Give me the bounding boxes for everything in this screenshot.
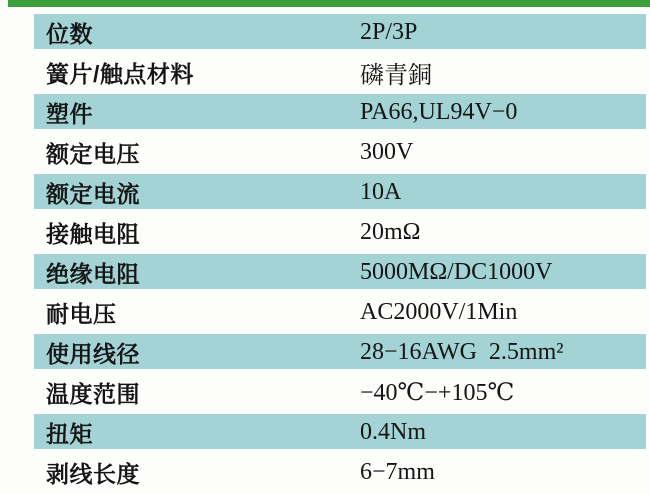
spec-row <box>34 412 646 452</box>
spec-label: 扭矩 <box>46 420 93 447</box>
spec-value: 300V <box>360 138 414 165</box>
spec-value: 20mΩ <box>360 218 421 245</box>
spec-row <box>34 172 646 212</box>
spec-label: 接触电阻 <box>46 220 140 247</box>
spec-label: 簧片/触点材料 <box>46 60 194 87</box>
spec-row <box>34 252 646 292</box>
spec-row <box>34 452 646 492</box>
spec-value: 6−7mm <box>360 458 435 485</box>
spec-value: 磷青銅 <box>360 62 432 89</box>
top-accent-bar <box>8 0 650 8</box>
spec-label: 使用线径 <box>46 340 140 367</box>
spec-label: 剥线长度 <box>46 460 140 487</box>
spec-value: 5000MΩ/DC1000V <box>360 258 553 285</box>
spec-label: 额定电流 <box>46 180 140 207</box>
spec-label: 绝缘电阻 <box>46 260 140 287</box>
spec-value: PA66,UL94V−0 <box>360 98 518 125</box>
spec-row <box>34 12 646 52</box>
spec-value: 28−16AWG 2.5mm² <box>360 338 564 365</box>
spec-value: AC2000V/1Min <box>360 298 518 325</box>
spec-row <box>34 132 646 172</box>
spec-value: 2P/3P <box>360 18 418 45</box>
spec-row <box>34 52 646 92</box>
spec-row <box>34 92 646 132</box>
spec-row <box>34 372 646 412</box>
spec-row <box>34 332 646 372</box>
spec-label: 塑件 <box>46 100 93 127</box>
spec-label: 位数 <box>46 20 93 47</box>
spec-table <box>34 12 646 492</box>
spec-label: 额定电压 <box>46 140 140 167</box>
spec-label: 温度范围 <box>46 380 140 407</box>
spec-value: −40℃−+105℃ <box>360 379 515 406</box>
spec-label: 耐电压 <box>46 300 117 327</box>
spec-row <box>34 292 646 332</box>
spec-value: 10A <box>360 178 402 205</box>
spec-row <box>34 212 646 252</box>
spec-value: 0.4Nm <box>360 418 426 445</box>
